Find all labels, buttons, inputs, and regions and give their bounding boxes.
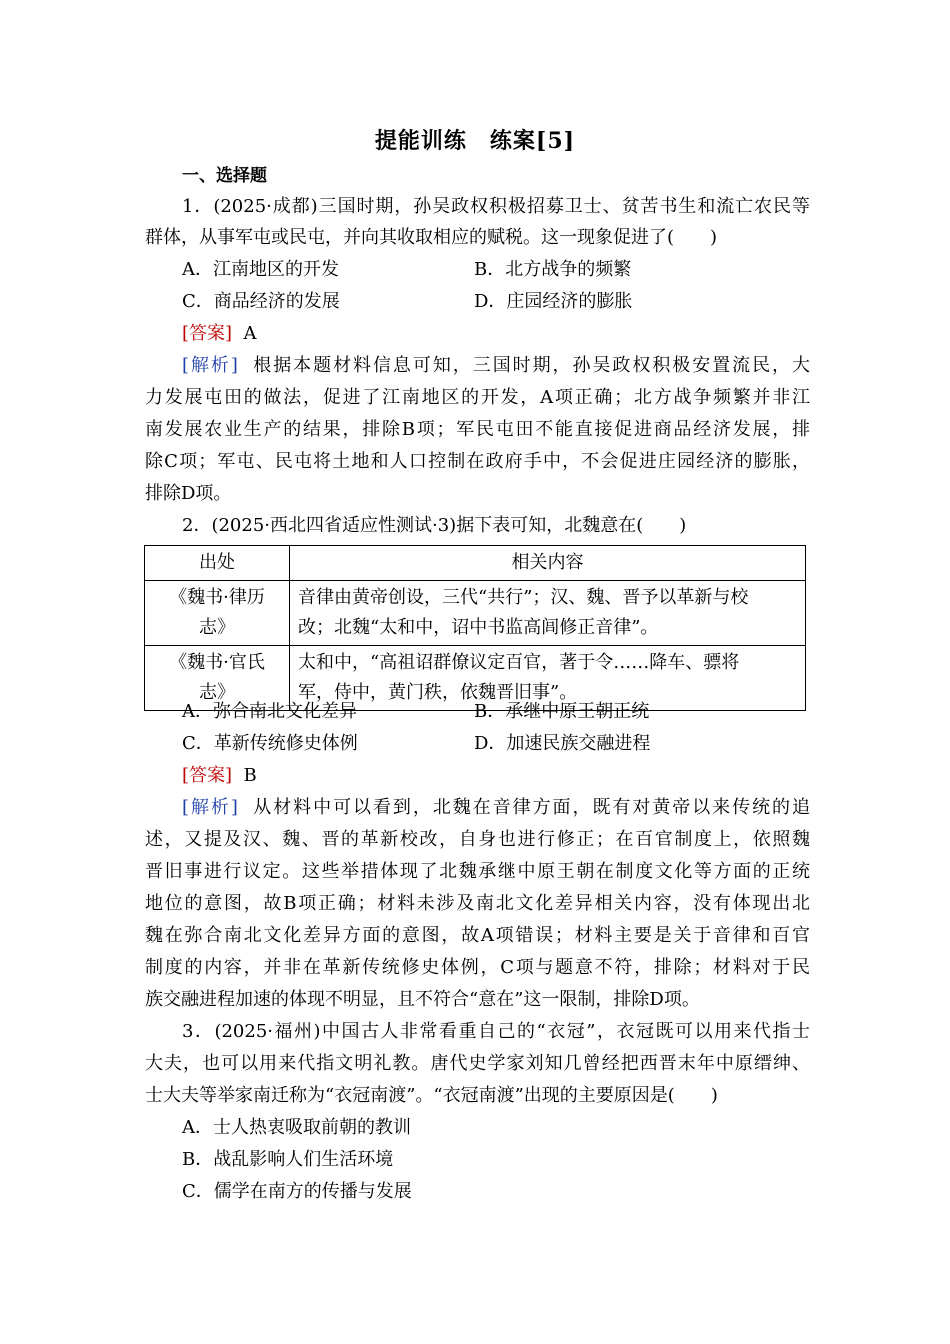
q1-option-b: B．北方战争的频繁 [474,259,632,280]
q2-stem: 2．(2025·西北四省适应性测试·3)据下表可知，北魏意在( ) [182,515,687,536]
q2-answer-value: B [243,765,257,786]
page-title: 提能训练 练案[5] [374,128,576,154]
q2-option-c: C．革新传统修史体例 [182,733,358,754]
q1-analysis-line1 [182,352,810,380]
source-line: 志》 [199,617,235,638]
table-header-row [145,546,806,581]
table-cell-content [290,581,806,646]
q1-analysis-tag: [解析] [182,355,238,376]
q3-stem-line2: 大夫，也可以用来代指文明礼教。唐代史学家刘知几曾经把西晋末年中原缙绅、 [145,1053,810,1074]
q2-analysis-line1 [182,794,810,822]
table-cell-source [145,581,290,646]
source-line: 《魏书·官氏 [169,652,265,673]
table-header-source: 出处 [145,546,290,581]
q1-analysis-line2: 力发展屯田的做法，促进了江南地区的开发，A项正确；北方战争频繁并非江 [145,387,810,408]
source-table [144,545,806,711]
q1-analysis-line5: 排除D项。 [145,483,232,504]
q2-analysis-line5: 魏在弥合南北文化差异方面的意图，故A项错误；材料主要是关于音律和百官 [145,925,810,946]
q1-answer [182,320,810,348]
q3-stem-line1: 3．(2025·福州)中国古人非常看重自己的“衣冠”，衣冠既可以用来代指士 [182,1021,810,1042]
q2-analysis-tag: [解析] [182,797,238,818]
q3-stem-line3: 士大夫等举家南迁称为“衣冠南渡”。“衣冠南渡”出现的主要原因是( ) [145,1085,718,1106]
q2-analysis-line3: 晋旧事进行议定。这些举措体现了北魏承继中原王朝在制度文化等方面的正统 [145,861,810,882]
q1-option-d: D．庄园经济的膨胀 [474,291,633,312]
q2-option-d: D．加速民族交融进程 [474,733,651,754]
content-line: 音律由黄帝创设，三代“共行”；汉、魏、晋予以革新与校 [298,587,749,608]
q1-answer-tag: [答案] [182,323,233,344]
q2-analysis-line7: 族交融进程加速的体现不明显，且不符合“意在”这一限制，排除D项。 [145,989,700,1010]
q2-analysis-line2: 述，又提及汉、魏、晋的革新校改，自身也进行修正；在百官制度上，依照魏 [145,829,810,850]
q3-option-c: C．儒学在南方的传播与发展 [182,1181,412,1202]
content-line: 太和中，“高祖诏群僚议定百官，著于令……降车、骠将 [298,652,740,673]
q1-stem-line1: 1．(2025·成都)三国时期，孙吴政权积极招募卫士、贫苦书生和流亡农民等 [182,196,810,217]
q1-stem-line2: 群体，从事军屯或民屯，并向其收取相应的赋税。这一现象促进了( ) [145,227,718,248]
content-line: 改；北魏“太和中，诏中书监高闾修正音律”。 [298,617,659,638]
q2-answer [182,762,810,790]
q1-option-a: A．江南地区的开发 [182,259,339,280]
source-line: 《魏书·律历 [169,587,265,608]
q1-analysis-line4: 除C项；军屯、民屯将土地和人口控制在政府手中，不会促进庄园经济的膨胀， [145,451,810,472]
q2-option-b: B．承继中原王朝正统 [474,701,650,722]
q3-option-a: A．士人热衷吸取前朝的教训 [182,1117,411,1138]
source-line: 志》 [199,682,235,703]
section-heading: 一、选择题 [182,166,267,186]
q2-analysis-line4: 地位的意图，故B项正确；材料未涉及南北文化差异相关内容，没有体现出北 [145,893,810,914]
table-row [145,581,806,646]
q2-analysis-text1: 从材料中可以看到，北魏在音律方面，既有对黄帝以来传统的追 [253,797,810,818]
q1-option-c: C．商品经济的发展 [182,291,340,312]
content-line: 军，侍中，黄门秩，依魏晋旧事”。 [298,682,578,703]
table-header-content: 相关内容 [290,546,806,581]
q3-option-b: B．战乱影响人们生活环境 [182,1149,394,1170]
q1-analysis-text1: 根据本题材料信息可知，三国时期，孙吴政权积极安置流民，大 [253,355,810,376]
q1-analysis-line3: 南发展农业生产的结果，排除B项；军民屯田不能直接促进商品经济发展，排 [145,419,810,440]
q2-answer-tag: [答案] [182,765,233,786]
q1-answer-value: A [243,323,257,344]
q2-option-a: A．弥合南北文化差异 [182,701,357,722]
q2-analysis-line6: 制度的内容，并非在革新传统修史体例，C项与题意不符，排除；材料对于民 [145,957,810,978]
